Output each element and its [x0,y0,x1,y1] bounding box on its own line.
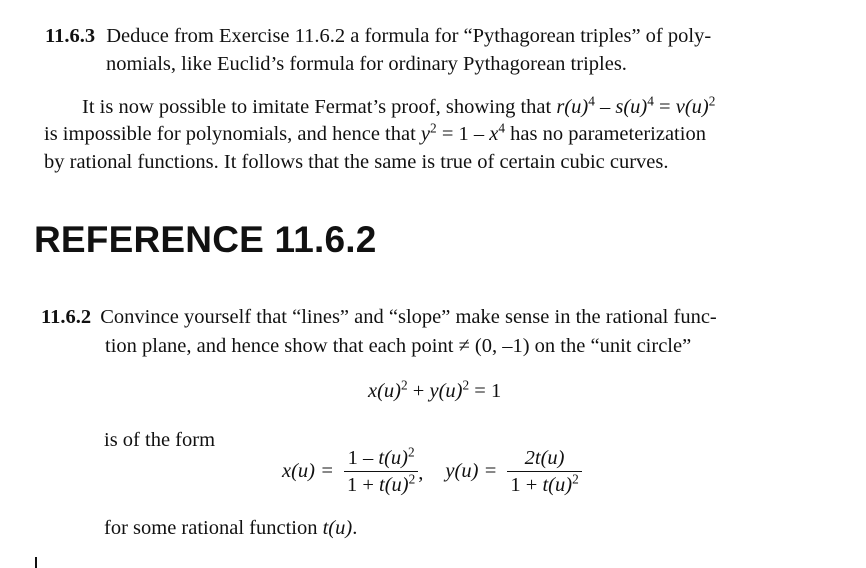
exercise-11-6-3-line-1 [45,24,711,48]
math-term: s(u) [615,96,648,118]
unit-circle-equation [368,379,501,403]
math-term: t(u) [322,517,353,539]
math-term: x [489,123,499,145]
paragraph-line-2 [44,122,706,146]
math-operator: + [407,380,430,402]
exercise-text: Deduce from Exercise 11.6.2 a formula for “Pythagorean triples” of poly- [106,25,712,47]
exercise-11-6-3-line-2 [106,52,627,76]
math-operator: = 1 – [436,123,490,145]
paragraph-text: is impossible for polynomials, and hence that [44,123,421,145]
exercise-number: 11.6.3 [45,25,96,47]
math-exponent: 2 [401,377,408,393]
math-operator: 1 – [347,447,379,469]
text-cursor [35,557,37,568]
x-denominator [344,472,418,496]
math-term: 2t(u) [524,447,565,469]
y-fraction [507,447,581,496]
x-lhs: x(u) = [282,460,334,482]
paragraph-text: has no parameterization [505,123,706,145]
x-fraction [344,444,418,496]
math-term: t(u) [542,474,573,496]
math-term: t(u) [379,474,409,496]
body-text: is of the form [104,429,216,451]
exercise-11-6-2-line-2 [105,334,691,358]
math-exponent: 2 [708,93,716,109]
math-operator: – [594,96,616,118]
math-term: x(u) [368,380,402,402]
body-text: . [352,517,358,539]
math-operator: 1 + [346,474,380,496]
comma: , [418,462,424,484]
math-exponent: 4 [498,120,506,136]
math-exponent: 4 [647,93,654,109]
exercise-number: 11.6.2 [41,306,92,328]
math-term: v(u) [675,96,709,118]
y-lhs: y(u) = [445,460,498,482]
math-term: r(u) [556,96,589,118]
math-term: y(u) [429,380,463,402]
paragraph-text: by rational functions. It follows that the same is true of certain cubic curves. [44,151,669,173]
math-term: t(u) [378,447,408,469]
math-operator: 1 + [510,474,543,496]
parameterization-formulas [282,444,586,496]
paragraph-text: It is now possible to imitate Fermat’s proof, showing that [82,96,557,118]
math-operator: = 1 [469,380,502,402]
math-exponent: 2 [430,120,437,136]
math-exponent: 2 [572,471,579,487]
math-exponent: 2 [462,377,470,393]
y-numerator [507,447,581,472]
closing-line [104,516,357,540]
exercise-11-6-2-line-1 [41,305,717,329]
paragraph-line-1 [82,95,715,119]
exercise-text: tion plane, and hence show that each point ≠ (0, –1) on the “unit circle” [105,335,692,357]
paragraph-line-3 [44,150,669,174]
x-numerator [344,444,418,472]
exercise-text: Convince yourself that “lines” and “slope” make sense in the rational func- [100,306,717,328]
body-text: for some rational function [104,517,323,539]
exercise-text: nomials, like Euclid’s formula for ordinary Pythagorean triples. [106,53,627,75]
math-operator: = [653,96,676,118]
math-exponent: 2 [408,471,416,487]
math-term: y [420,123,431,145]
is-of-the-form-text [104,428,215,452]
y-denominator [507,472,581,496]
math-exponent: 2 [407,444,415,460]
math-exponent: 4 [588,93,595,109]
reference-heading: REFERENCE 11.6.2 [34,219,377,260]
